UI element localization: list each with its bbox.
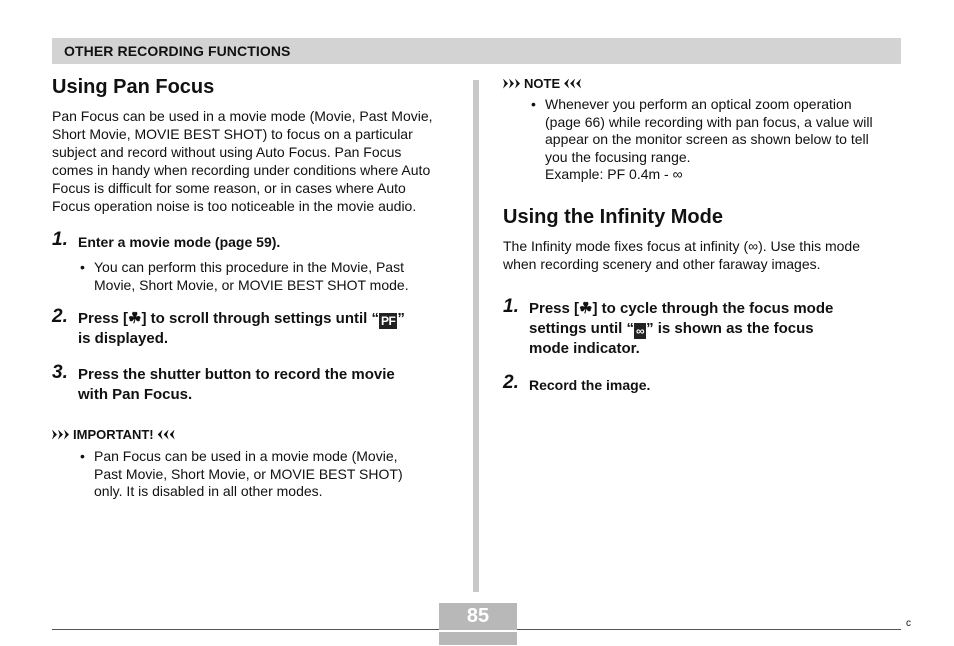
step-number: 1. [52, 229, 68, 250]
page-number-box [439, 603, 517, 645]
column-divider [473, 80, 479, 592]
step-number: 2. [52, 306, 68, 327]
step-number: 1. [503, 295, 519, 317]
important-bullet: • Pan Focus can be used in a movie mode (Movie, Past Movie, Short Movie, or MOVIE BEST SHOT) only. It is disabled in all other modes. [80, 448, 403, 499]
step-number: 2. [503, 371, 519, 393]
important-header: IMPORTANT! [52, 427, 452, 442]
pan-focus-icon: PF [381, 314, 396, 328]
page-number: 85 [466, 605, 490, 627]
arrows-left-icon [158, 430, 175, 440]
section-title: OTHER RECORDING FUNCTIONS [64, 43, 291, 59]
heading-pan-focus: Using Pan Focus [52, 76, 215, 98]
heading-infinity-mode: Using the Infinity Mode [503, 205, 723, 228]
section-header-bar [52, 38, 901, 64]
step-1-enter-movie: 1. Enter a movie mode (page 59). [52, 229, 281, 250]
right-column [503, 76, 903, 396]
corner-mark: c [906, 618, 911, 629]
arrows-right-icon [503, 79, 520, 89]
step-2-record: 2. Record the image. [503, 371, 651, 393]
step-2-scroll-settings: 2. Press [☘] to scroll through settings until “ PF ” is displayed. [52, 306, 405, 347]
arrows-right-icon [52, 430, 69, 440]
step-number: 3. [52, 362, 68, 383]
tulip-macro-icon: ☘ [128, 310, 142, 327]
infinity-intro: The Infinity mode fixes focus at infinity (∞). Use this mode when recording scenery and other faraway images. [503, 237, 861, 272]
pan-focus-intro: Pan Focus can be used in a movie mode (Movie, Past Movie, Short Movie, MOVIE BEST SHOT) to focus on a particular subject and record without using Auto Focus. Pan Focus comes in handy when recording under conditions where Auto Focus is difficult for some reason, or in cases where Auto Focus operation noise is too noticeable in the movie audio. [52, 108, 433, 214]
note-bullet: • Whenever you perform an optical zoom operation (page 66) while recording with pan focus, a value will appear on the monitor screen as shown below to tell you the focusing range. Example: PF 0.4m - ∞ [531, 96, 873, 182]
step-1-bullet: • You can perform this procedure in the Movie, Past Movie, Short Movie, or MOVIE BEST SHOT mode. [80, 259, 409, 293]
step-1-cycle-focus: 1. Press [☘] to cycle through the focus mode settings until “ ∞ ” is shown as the focus mode indicator. [503, 295, 834, 357]
infinity-icon: ∞ [636, 323, 645, 338]
note-header: NOTE [503, 76, 903, 91]
page-number-separator [439, 630, 517, 632]
step-3-shutter: 3. Press the shutter button to record the movie with Pan Focus. [52, 362, 395, 403]
left-column [52, 76, 452, 501]
tulip-macro-icon: ☘ [579, 299, 593, 317]
arrows-left-icon [564, 79, 581, 89]
